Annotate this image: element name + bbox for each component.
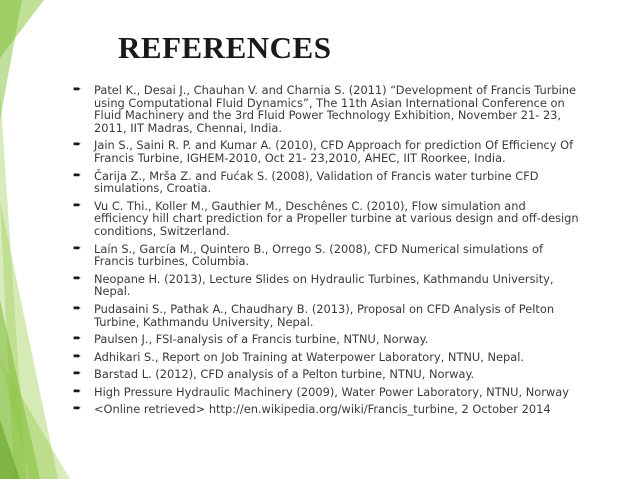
reference-text: Vu C. Thi., Koller M., Gauthier M., Deschênes C. (2010), Flow simulation and efficiency hill chart prediction for a Propeller turbine at various design and off-design conditions, Switzerland. bbox=[94, 198, 579, 238]
reference-text: Paulsen J., FSI-analysis of a Francis turbine, NTNU, Norway. bbox=[94, 332, 429, 347]
reference-text: Adhikari S., Report on Job Training at Waterpower Laboratory, NTNU, Nepal. bbox=[94, 349, 525, 364]
list-item bbox=[73, 170, 583, 195]
slide-title: REFERENCES bbox=[118, 30, 332, 65]
list-item bbox=[73, 403, 583, 416]
arrow-bullet-icon: ➨ bbox=[73, 272, 82, 284]
list-item bbox=[73, 368, 583, 381]
reference-text: Laín S., García M., Quintero B., Orrego S. (2008), CFD Numerical simulations of Francis turbines, Columbia. bbox=[94, 241, 543, 269]
arrow-bullet-icon: ➨ bbox=[73, 139, 82, 151]
arrow-bullet-icon: ➨ bbox=[73, 84, 82, 95]
reference-text: Neopane H. (2013), Lecture Slides on Hydraulic Turbines, Kathmandu University, Nepal. bbox=[94, 271, 554, 299]
list-item bbox=[73, 303, 583, 328]
arrow-bullet-icon: ➨ bbox=[73, 368, 82, 380]
references-list bbox=[73, 84, 583, 421]
arrow-bullet-icon: ➨ bbox=[73, 333, 82, 345]
list-item bbox=[73, 351, 583, 364]
reference-text: Patel K., Desai J., Chauhan V. and Charnia S. (2011) “Development of Francis Turbine using Computational Fluid Dynamics”, The 11th Asian International Conference on Fluid Machinery and the 3rd Fluid Power Technology Exhibition, November 21- 23, 2011, IIT Madras, Chennai, India. bbox=[94, 83, 577, 135]
list-item bbox=[73, 139, 583, 164]
reference-text: Čarija Z., Mrša Z. and Fućak S. (2008), Validation of Francis water turbine CFD simulations, Croatia. bbox=[94, 168, 539, 196]
arrow-bullet-icon: ➨ bbox=[73, 302, 82, 314]
reference-text: Pudasaini S., Pathak A., Chaudhary B. (2013), Proposal on CFD Analysis of Pelton Turbine, Kathmandu University, Nepal. bbox=[94, 301, 555, 329]
list-item bbox=[73, 243, 583, 268]
reference-text: High Pressure Hydraulic Machinery (2009), Water Power Laboratory, NTNU, Norway bbox=[94, 384, 569, 399]
list-item bbox=[73, 386, 583, 399]
arrow-bullet-icon: ➨ bbox=[73, 242, 82, 254]
list-item bbox=[73, 84, 583, 134]
list-item bbox=[73, 273, 583, 298]
arrow-bullet-icon: ➨ bbox=[73, 403, 82, 415]
reference-text: <Online retrieved> http://en.wikipedia.org/wiki/Francis_turbine, 2 October 2014 bbox=[94, 402, 551, 417]
arrow-bullet-icon: ➨ bbox=[73, 169, 82, 181]
reference-text: Barstad L. (2012), CFD analysis of a Pelton turbine, NTNU, Norway. bbox=[94, 367, 475, 382]
reference-text: Jain S., Saini R. P. and Kumar A. (2010), CFD Approach for prediction Of Efficiency Of Francis Turbine, IGHEM-2010, Oct 21- 23,2010, AHEC, IIT Roorkee, India. bbox=[94, 138, 574, 165]
arrow-bullet-icon: ➨ bbox=[73, 385, 82, 397]
arrow-bullet-icon: ➨ bbox=[73, 350, 82, 362]
green-triangle-decoration bbox=[0, 0, 70, 479]
list-item bbox=[73, 200, 583, 238]
list-item bbox=[73, 333, 583, 346]
arrow-bullet-icon: ➨ bbox=[73, 199, 82, 211]
